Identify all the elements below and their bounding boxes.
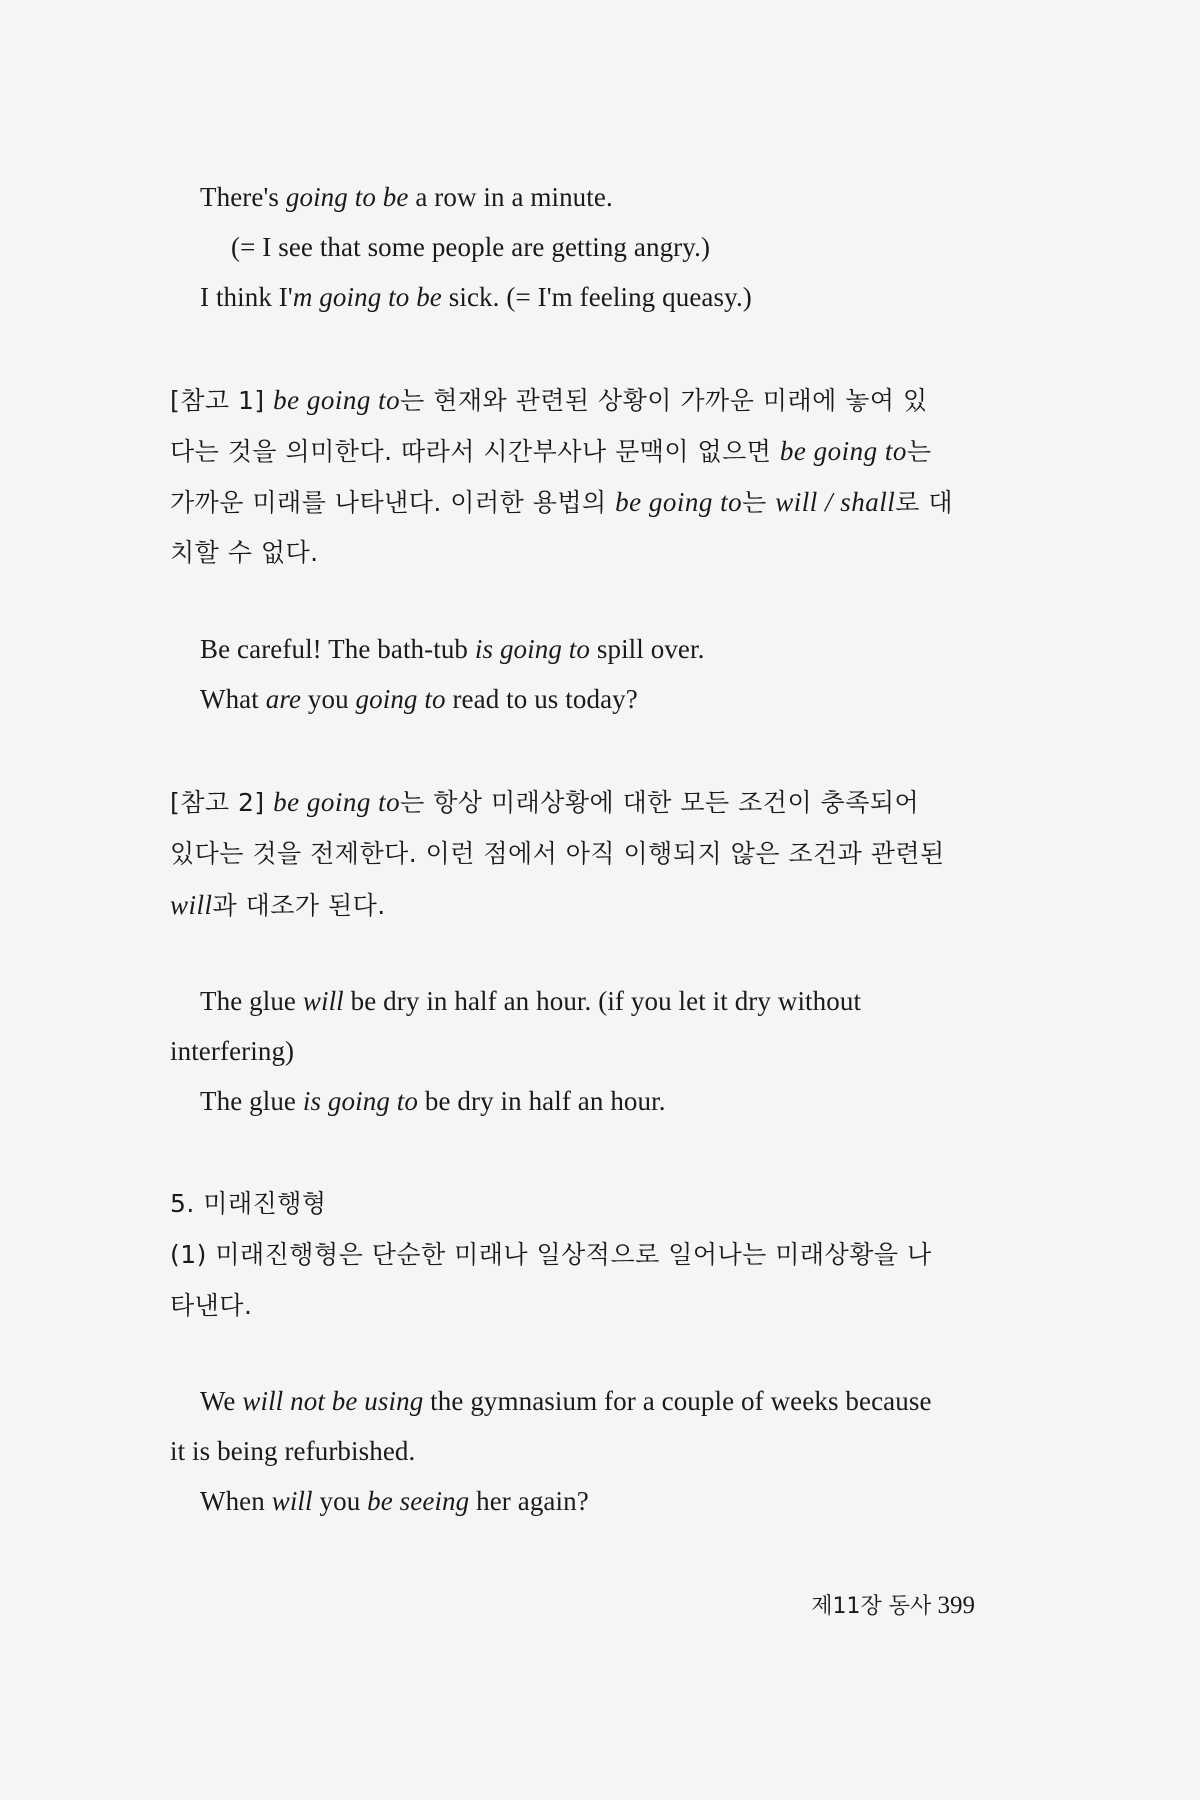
example-sentence: We will not be using the gymnasium for a couple of weeks because bbox=[200, 1386, 932, 1416]
note-paragraph-line: 다는 것을 의미한다. 따라서 시간부사나 문맥이 없으면 be going to는 bbox=[170, 436, 932, 466]
example-sentence: The glue will be dry in half an hour. (if you let it dry without bbox=[200, 986, 862, 1016]
example-sentence: Be careful! The bath-tub is going to spill over. bbox=[200, 634, 705, 664]
example-sentence-continuation: interfering) bbox=[170, 1036, 295, 1066]
note-paragraph-line: 치할 수 없다. bbox=[170, 538, 319, 567]
note-paragraph-line: [참고 2] be going to는 항상 미래상황에 대한 모든 조건이 충족되어 bbox=[170, 787, 920, 817]
example-sentence: When will you be seeing her again? bbox=[200, 1486, 589, 1516]
example-sentence: I think I'm going to be sick. (= I'm feeling queasy.) bbox=[200, 282, 752, 312]
example-sentence-continuation: it is being refurbished. bbox=[170, 1436, 416, 1466]
note-paragraph-line: will과 대조가 된다. bbox=[170, 890, 386, 920]
page-footer bbox=[811, 1589, 975, 1620]
example-sentence: The glue is going to be dry in half an hour. bbox=[200, 1086, 666, 1116]
note-paragraph-line: 가까운 미래를 나타낸다. 이러한 용법의 be going to는 will / shall로 대 bbox=[170, 487, 953, 517]
example-gloss: (= I see that some people are getting angry.) bbox=[231, 232, 711, 262]
chapter-label: 제11장 동사 bbox=[811, 1594, 932, 1619]
page-number: 399 bbox=[937, 1592, 975, 1619]
example-sentence: There's going to be a row in a minute. bbox=[200, 182, 613, 212]
example-sentence: What are you going to read to us today? bbox=[200, 684, 638, 714]
section-paragraph-line: 타낸다. bbox=[170, 1291, 253, 1320]
note-paragraph-line: [참고 1] be going to는 현재와 관련된 상황이 가까운 미래에 놓여 있 bbox=[170, 385, 928, 415]
note-paragraph-line: 있다는 것을 전제한다. 이런 점에서 아직 이행되지 않은 조건과 관련된 bbox=[170, 839, 945, 868]
section-paragraph-line: (1) 미래진행형은 단순한 미래나 일상적으로 일어나는 미래상황을 나 bbox=[170, 1240, 932, 1269]
section-heading: 5. 미래진행형 bbox=[170, 1189, 327, 1218]
